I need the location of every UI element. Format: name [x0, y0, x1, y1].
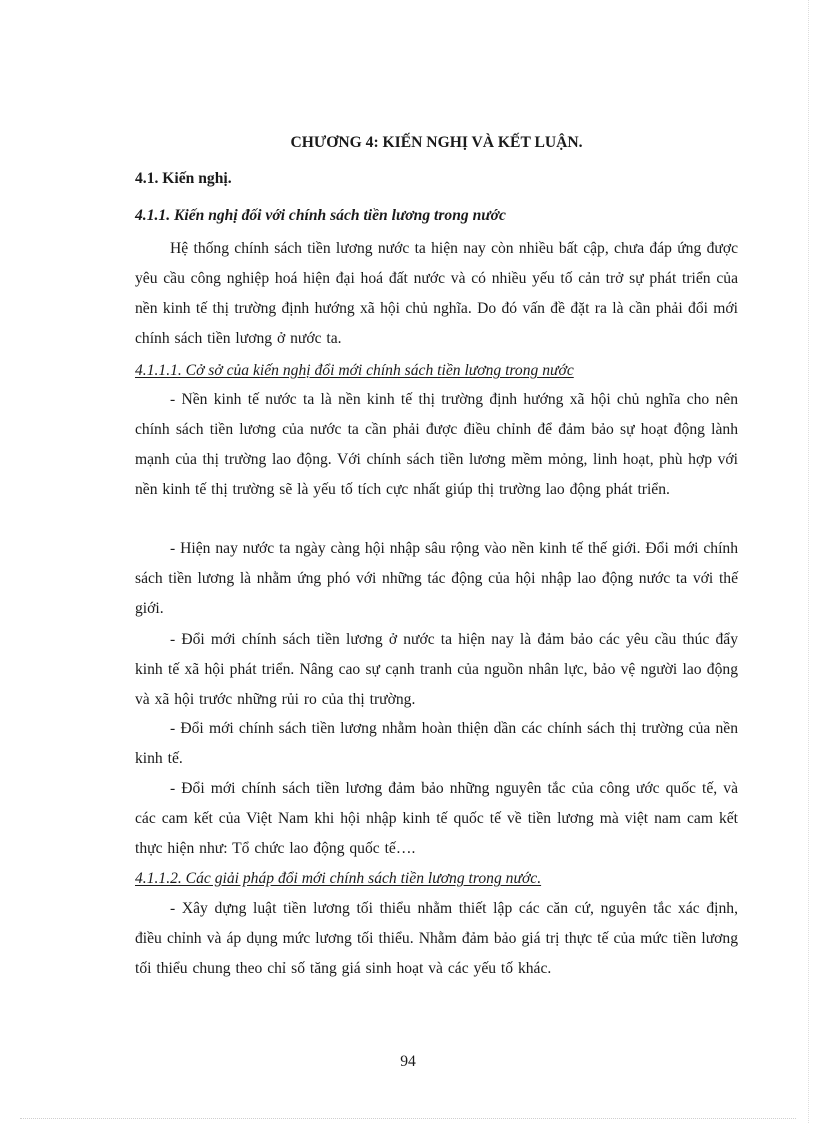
subsection-heading: 4.1.1. Kiến nghị đối với chính sách tiền lương trong nước — [135, 207, 506, 224]
paragraph: - Đổi mới chính sách tiền lương đảm bảo những nguyên tắc của công ước quốc tế, và các cam kết của Việt Nam khi hội nhập kinh tế quốc tế về tiền lương mà việt nam cam kết thực hiện như: Tổ chức lao động quốc tế…. — [135, 780, 738, 857]
page-number: 94 — [400, 1053, 416, 1070]
paragraph: - Hiện nay nước ta ngày càng hội nhập sâu rộng vào nền kinh tế thế giới. Đổi mới chính sách tiền lương là nhằm ứng phó với những tác động của hội nhập lao động nước ta với thế giới. — [135, 540, 738, 617]
intro-paragraph: Hệ thống chính sách tiền lương nước ta hiện nay còn nhiều bất cập, chưa đáp ứng được yêu cầu công nghiệp hoá hiện đại hoá đất nước và có nhiều yếu tố cản trở sự phát triển của nền kinh tế thị trường định hướng xã hội chủ nghĩa. Do đó vấn đề đặt ra là cần phải đổi mới chính sách tiền lương ở nước ta. — [135, 240, 738, 347]
paragraph: - Nền kinh tế nước ta là nền kinh tế thị trường định hướng xã hội chủ nghĩa cho nên chính sách tiền lương của nước ta cần phải được điều chỉnh để đảm bảo sự hoạt động lành mạnh của thị trường lao động. Với chính sách tiền lương mềm mỏng, linh hoạt, phù hợp với nền kinh tế thị trường sẽ là yếu tố tích cực nhất giúp thị trường lao động phát triển. — [135, 391, 738, 498]
sub2-heading: 4.1.1.2. Các giải pháp đổi mới chính sách tiền lương trong nước. — [135, 870, 542, 887]
chapter-title: CHƯƠNG 4: KIẾN NGHỊ VÀ KẾT LUẬN. — [290, 134, 583, 151]
paragraph: - Đổi mới chính sách tiền lương ở nước ta hiện nay là đảm bảo các yêu cầu thúc đẩy kinh tế xã hội phát triển. Nâng cao sự cạnh tranh của nguồn nhân lực, bảo vệ người lao động và xã hội trước những rủi ro của thị trường. — [135, 631, 738, 708]
paragraph: - Xây dựng luật tiền lương tối thiểu nhằm thiết lập các căn cứ, nguyên tắc xác định, điều chỉnh và áp dụng mức lương tối thiểu. Nhằm đảm bảo giá trị thực tế của mức tiền lương tối thiểu chung theo chỉ số tăng giá sinh hoạt và các yếu tố khác. — [135, 900, 738, 977]
section-heading: 4.1. Kiến nghị. — [135, 170, 232, 187]
paragraph: - Đổi mới chính sách tiền lương nhằm hoàn thiện dần các chính sách thị trường của nền kinh tế. — [135, 720, 738, 767]
footer-divider — [20, 1118, 796, 1119]
sub1-heading: 4.1.1.1. Cở sở của kiến nghị đổi mới chính sách tiền lương trong nước — [135, 362, 574, 379]
page-edge-line — [808, 0, 809, 1123]
